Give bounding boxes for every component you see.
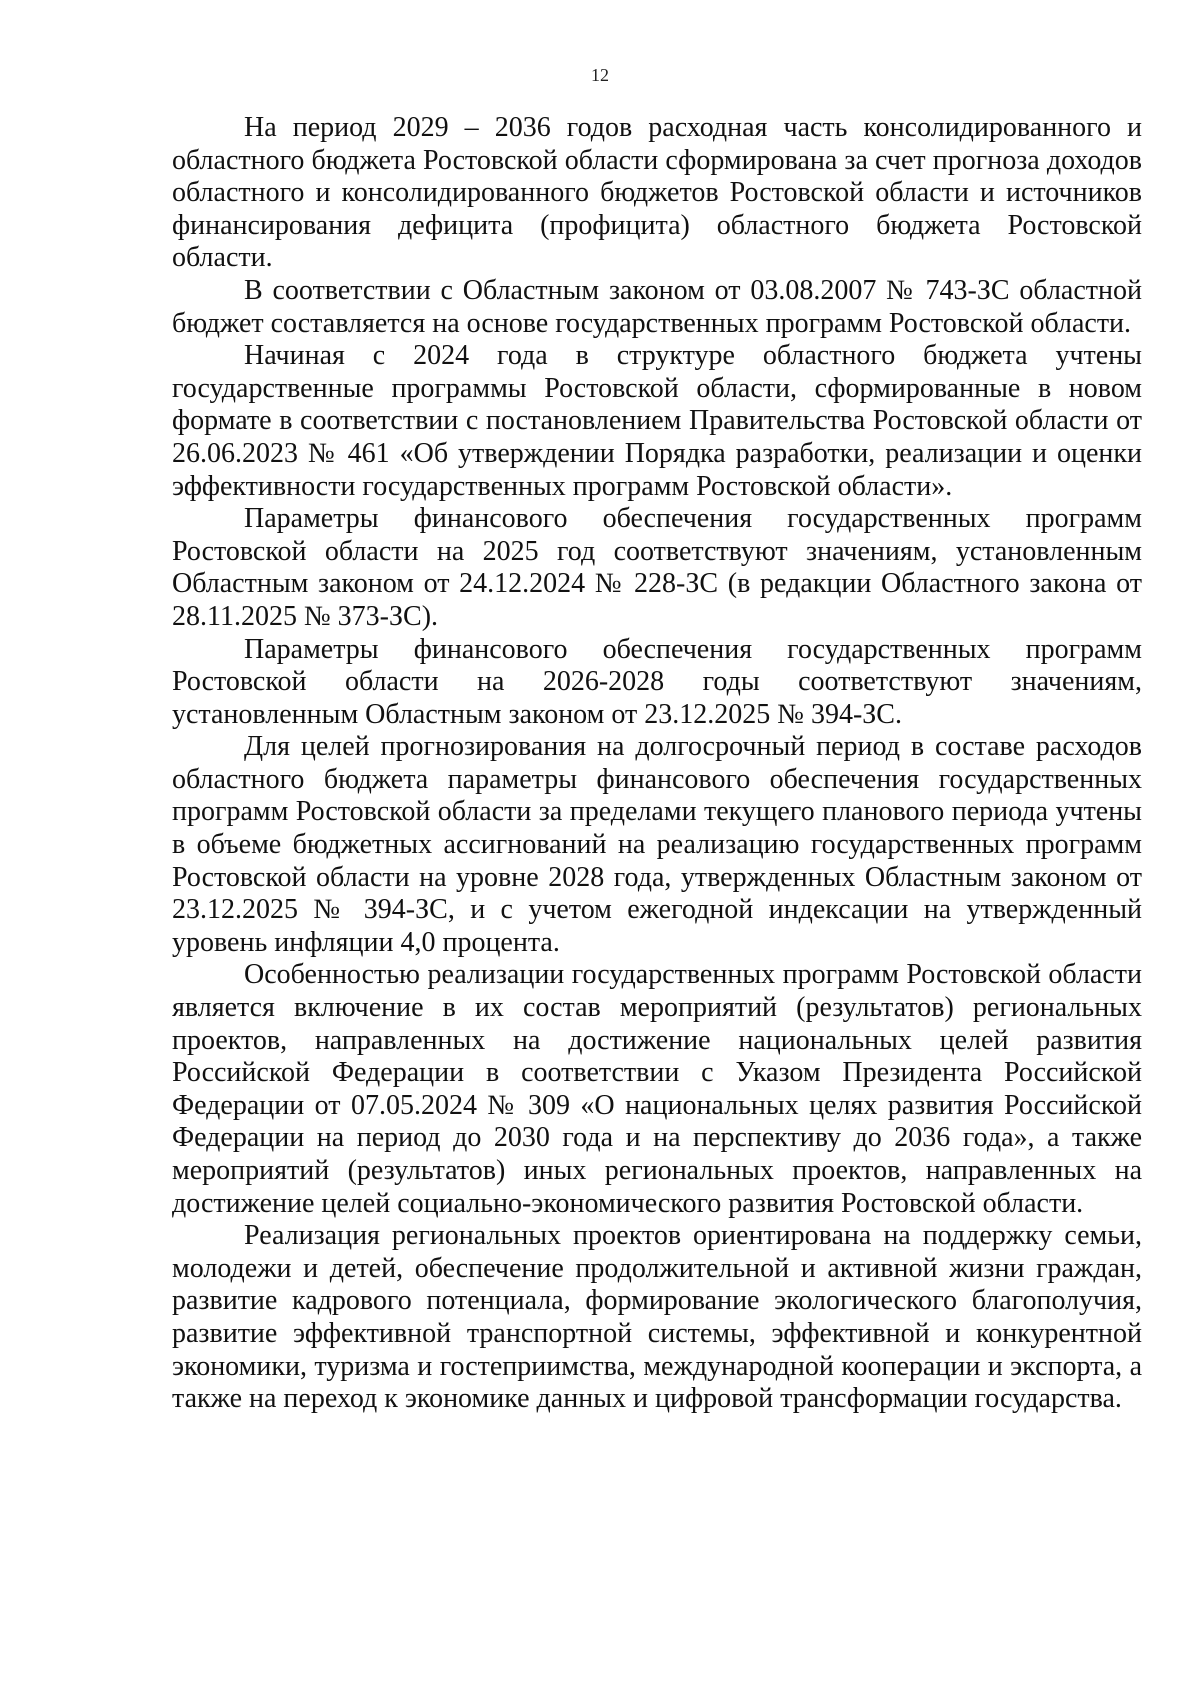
paragraph-regional-projects: Особенностью реализации государственных программ Ростовской области является включение в их состав мероприятий (результатов) региональных проектов, направленных на достижение национальных целей развития Российской Федерации в соответствии с Указом Президента Российской Федерации от 07.05.2024 № 309 «О национальных целях развития Российской Федерации на период до 2030 года и на перспективу до 2036 года», а также мероприятий (результатов) иных региональных проектов, направленных на достижение целей социально-экономического развития Ростовской области.: [172, 959, 1142, 1219]
paragraph-regional-law-743: В соответствии с Областным законом от 03.08.2007 № 743-ЗС областной бюджет составляется на основе государственных программ Ростовской области.: [172, 274, 1142, 339]
document-body: [172, 112, 1142, 1416]
paragraph-parameters-2026-2028: Параметры финансового обеспечения государственных программ Ростовской области на 2026-2028 годы соответствуют значениям, установленным Областным законом от 23.12.2025 № 394-ЗС.: [172, 633, 1142, 730]
paragraph-budget-forecast-2029-2036: На период 2029 – 2036 годов расходная часть консолидированного и областного бюджета Ростовской области сформирована за счет прогноза доходов областного и консолидированного бюджетов Ростовской области и источников финансирования дефицита (профицита) областного бюджета Ростовской области.: [172, 112, 1142, 274]
paragraph-projects-orientation: Реализация региональных проектов ориентирована на поддержку семьи, молодежи и детей, обеспечение продолжительной и активной жизни граждан, развитие кадрового потенциала, формирование экологического благополучия, развитие эффективной транспортной системы, эффективной и конкурентной экономики, туризма и гостеприимства, международной кооперации и экспорта, а также на переход к экономике данных и цифровой трансформации государства.: [172, 1220, 1142, 1415]
paragraph-parameters-2025: Параметры финансового обеспечения государственных программ Ростовской области на 2025 год соответствуют значениям, установленным Областным законом от 24.12.2024 № 228-ЗС (в редакции Областного закона от 28.11.2025 № 373-ЗС).: [172, 503, 1142, 632]
paragraph-long-term-forecast: Для целей прогнозирования на долгосрочный период в составе расходов областного бюджета параметры финансового обеспечения государственных программ Ростовской области за пределами текущего планового периода учтены в объеме бюджетных ассигнований на реализацию государственных программ Ростовской области на уровне 2028 года, утвержденных Областным законом от 23.12.2025 № 394-ЗС, и с учетом ежегодной индексации на утвержденный уровень инфляции 4,0 процента.: [172, 731, 1142, 958]
paragraph-programs-new-format: Начиная с 2024 года в структуре областного бюджета учтены государственные программы Ростовской области, сформированные в новом формате в соответствии с постановлением Правительства Ростовской области от 26.06.2023 № 461 «Об утверждении Порядка разработки, реализации и оценки эффективности государственных программ Ростовской области».: [172, 340, 1142, 502]
page-number: 12: [591, 65, 609, 85]
